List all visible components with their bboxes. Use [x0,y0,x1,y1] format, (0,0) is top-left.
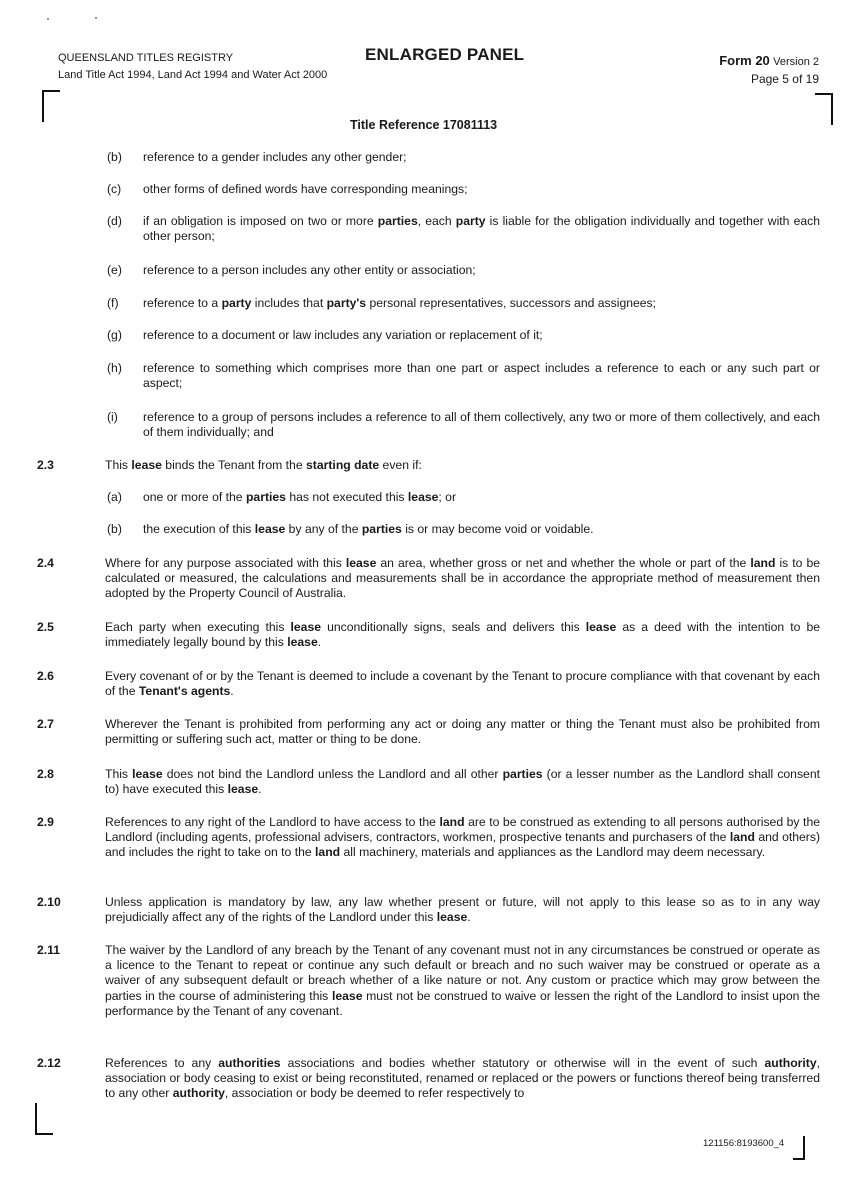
header-left [58,50,327,84]
text-run: This [105,767,133,781]
clause-text [105,895,820,925]
text-run: is liable for the obligation individually and together with each other person; [143,214,820,244]
subclause-2-3-a [107,490,820,505]
registry-name: QUEENSLAND TITLES REGISTRY [58,52,234,64]
text-run: . [258,782,262,797]
defined-term: lease [436,910,468,925]
scan-speck [95,17,97,19]
page-number: Page 5 of 19 [750,72,819,86]
title-reference [350,118,497,132]
corner-mark-bottom-right [793,1136,805,1160]
text-run: as a deed with the intention to be immediately legally bound by this [105,620,821,650]
clause-text [105,943,820,1019]
title-reference-number: 17081113 [442,118,498,132]
clause-number: 2.5 [37,620,54,634]
subclause-text [143,150,820,165]
clause-2-4 [37,556,820,602]
subclause-2-3-b [107,522,820,537]
text-run: and others) and includes the right to take on to the [105,830,820,860]
defined-term: land [729,830,755,845]
document-reference: 121156:8193600_4 [703,1138,785,1149]
subclause-label: (h) [107,361,122,375]
defined-term: party [221,296,252,310]
text-run: by any of the [285,522,362,536]
corner-mark-bottom-left [35,1103,53,1135]
defined-term: land [439,815,465,829]
defined-term: lease [227,782,259,797]
text-run: reference to a group of persons includes a reference to all of them collectively, any two or more of them collectively, and each of them individually; and [143,410,820,440]
clause-number: 2.11 [37,943,61,957]
defined-term: parties [245,490,286,504]
defined-term: parties [502,767,543,781]
clause-2-7 [37,717,820,747]
subclause-label: (g) [107,328,122,342]
clause-number: 2.4 [37,556,54,570]
clause-text [105,556,820,602]
defined-term: Tenant's agents [138,684,231,699]
subclause-label: (b) [107,150,122,164]
text-run: , association or body be deemed to refer respectively to [224,1086,525,1101]
text-run: , association or body ceasing to exist or being reconstituted, renamed or replaced or the powers or functions thereof being transferred to any other [105,1056,820,1101]
defined-term: party [455,214,486,228]
title-reference-label: Title Reference [350,118,440,132]
text-run: binds the Tenant from the [161,458,307,472]
form-version: Version 2 [773,56,819,68]
text-run: , each [417,214,456,228]
clause-text [105,767,820,797]
defined-term: starting date [306,458,380,472]
subclause-h [107,361,820,391]
defined-term: party's [326,296,367,310]
text-run: an area, whether gross or net and whether the whole or part of the [376,556,751,570]
clause-number: 2.9 [37,815,54,829]
clause-2-6 [37,669,820,699]
subclause-text [143,410,820,440]
text-run: must not be construed to waive or lessen the right of the Landlord to insist upon the performance by the Tenant of any covenant. [105,988,821,1018]
form-name: Form 20 [719,53,770,68]
clause-text [105,1056,820,1102]
clause-2-12 [37,1056,820,1102]
text-run: Unless application is mandatory by law, any law whether present or future, will not apply to this lease so as to in any way prejudicially affect any of the rights of the Landlord under this [105,895,820,925]
subclause-f [107,296,820,311]
clause-number: 2.3 [37,458,54,472]
subclause-text [143,263,820,278]
text-run: reference to a gender includes any other gender; [143,150,407,164]
text-run: Where for any purpose associated with this [105,556,346,570]
text-run: Every covenant of or by the Tenant is deemed to include a covenant by the Tenant to procure compliance with that covenant by each of the [105,669,820,699]
clause-number: 2.6 [37,669,54,683]
defined-term: lease [131,458,162,472]
clause-2-9 [37,815,820,861]
subclause-label: (d) [107,214,122,228]
clause-2-3 [37,458,820,473]
subclause-text [143,296,820,311]
defined-term: parties [361,522,402,536]
text-run: one or more of the [143,490,246,504]
text-run: the execution of this [143,522,255,536]
clause-text [105,815,820,861]
text-run: even if: [379,458,422,472]
text-run: all machinery, materials and appliances as the Landlord may deem necessary. [340,845,766,860]
subclause-label: (c) [107,182,122,196]
defined-term: lease [407,490,439,504]
text-run: personal representatives, successors and assignees; [366,296,657,310]
clause-number: 2.7 [37,717,54,731]
text-run: unconditionally signs, seals and delivers this [321,620,586,634]
clause-2-8 [37,767,820,797]
clause-text [105,458,820,473]
corner-mark-top-left [42,90,60,122]
defined-term: lease [345,556,377,570]
text-run: . [317,635,322,650]
subclause-text [143,490,820,505]
clause-2-11 [37,943,820,1019]
text-run: reference to a document or law includes any variation or replacement of it; [143,328,543,342]
defined-term: lease [287,635,318,650]
text-run: Each party when executing this [105,620,291,634]
text-run: (or a lesser number as the Landlord shall consent to) have executed this [105,767,821,797]
subclause-d [107,214,820,244]
text-run: . [467,910,471,925]
text-run: are to be construed as extending to all persons authorised by the Landlord (including agents, professional advisers, contractors, workmen, prospective tenants and purchasers of the [105,815,820,845]
defined-term: authority [172,1086,225,1101]
text-run: . [230,684,234,699]
panel-heading: ENLARGED PANEL [365,45,525,64]
defined-term: lease [132,767,163,781]
text-run: Wherever the Tenant is prohibited from performing any act or doing any matter or thing the Tenant must also be prohibited from permitting or suffering such act, matter or thing to be done. [105,717,820,747]
text-run: ; or [438,490,457,504]
subclause-text [143,214,820,244]
text-run: other forms of defined words have corresponding meanings; [143,182,468,196]
text-run: is to be calculated or measured, the calculations and measurements shall be in accordance the appropriate method of measurement then adopted by the Property Council of Australia. [105,556,821,601]
clause-number: 2.8 [37,767,54,781]
defined-term: authorities [218,1056,281,1070]
subclause-label: (f) [107,296,119,310]
clause-number: 2.10 [37,895,61,909]
text-run: reference to a person includes any other entity or association; [143,263,476,277]
clause-text [105,669,820,699]
text-run: is or may become void or voidable. [401,522,594,536]
subclause-i [107,410,820,440]
text-run: has not executed this [285,490,408,504]
corner-mark-top-right [815,93,833,125]
scan-speck [47,18,49,20]
subclause-b [107,150,820,165]
header-right [719,52,819,88]
clause-2-5 [37,620,820,650]
defined-term: parties [377,214,418,228]
text-run: This [105,458,132,472]
text-run: The waiver by the Landlord of any breach by the Tenant of any covenant must not in any circumstances be construed or operate as a licence to the Tenant to repeat or continue any such default or breach and no such waiver may be construed or operate as a waiver of any subsequent default or breach whether of a like nature or not. Any custom or practice which may grow between the parties in the course of administering this [105,943,820,1003]
subclause-c [107,182,820,197]
clause-2-10 [37,895,820,925]
defined-term: authority [764,1056,817,1070]
acts-line: Land Title Act 1994, Land Act 1994 and Water Act 2000 [58,69,328,81]
subclause-label: (b) [107,522,122,536]
defined-term: lease [331,988,363,1003]
subclause-e [107,263,820,278]
subclause-text [143,328,820,343]
clause-text [105,717,820,747]
text-run: associations and bodies whether statutory or otherwise will in the event of such [280,1056,765,1070]
text-run: References to any [105,1056,219,1070]
clause-text [105,620,820,650]
defined-term: lease [585,620,617,634]
clause-number: 2.12 [37,1056,61,1070]
subclause-g [107,328,820,343]
subclause-text [143,361,820,391]
text-run: does not bind the Landlord unless the Landlord and all other [162,767,503,781]
subclause-label: (e) [107,263,122,277]
text-run: if an obligation is imposed on two or more [143,214,378,228]
text-run: reference to something which comprises more than one part or aspect includes a reference to each or any such part or aspect; [143,361,820,391]
subclause-label: (i) [107,410,118,424]
defined-term: lease [290,620,322,634]
text-run: reference to a [143,296,222,310]
text-run: includes that [251,296,327,310]
subclause-text [143,182,820,197]
defined-term: lease [254,522,286,536]
defined-term: land [750,556,776,570]
subclause-label: (a) [107,490,122,504]
subclause-text [143,522,820,537]
text-run: References to any right of the Landlord to have access to the [105,815,440,829]
defined-term: land [315,845,341,860]
